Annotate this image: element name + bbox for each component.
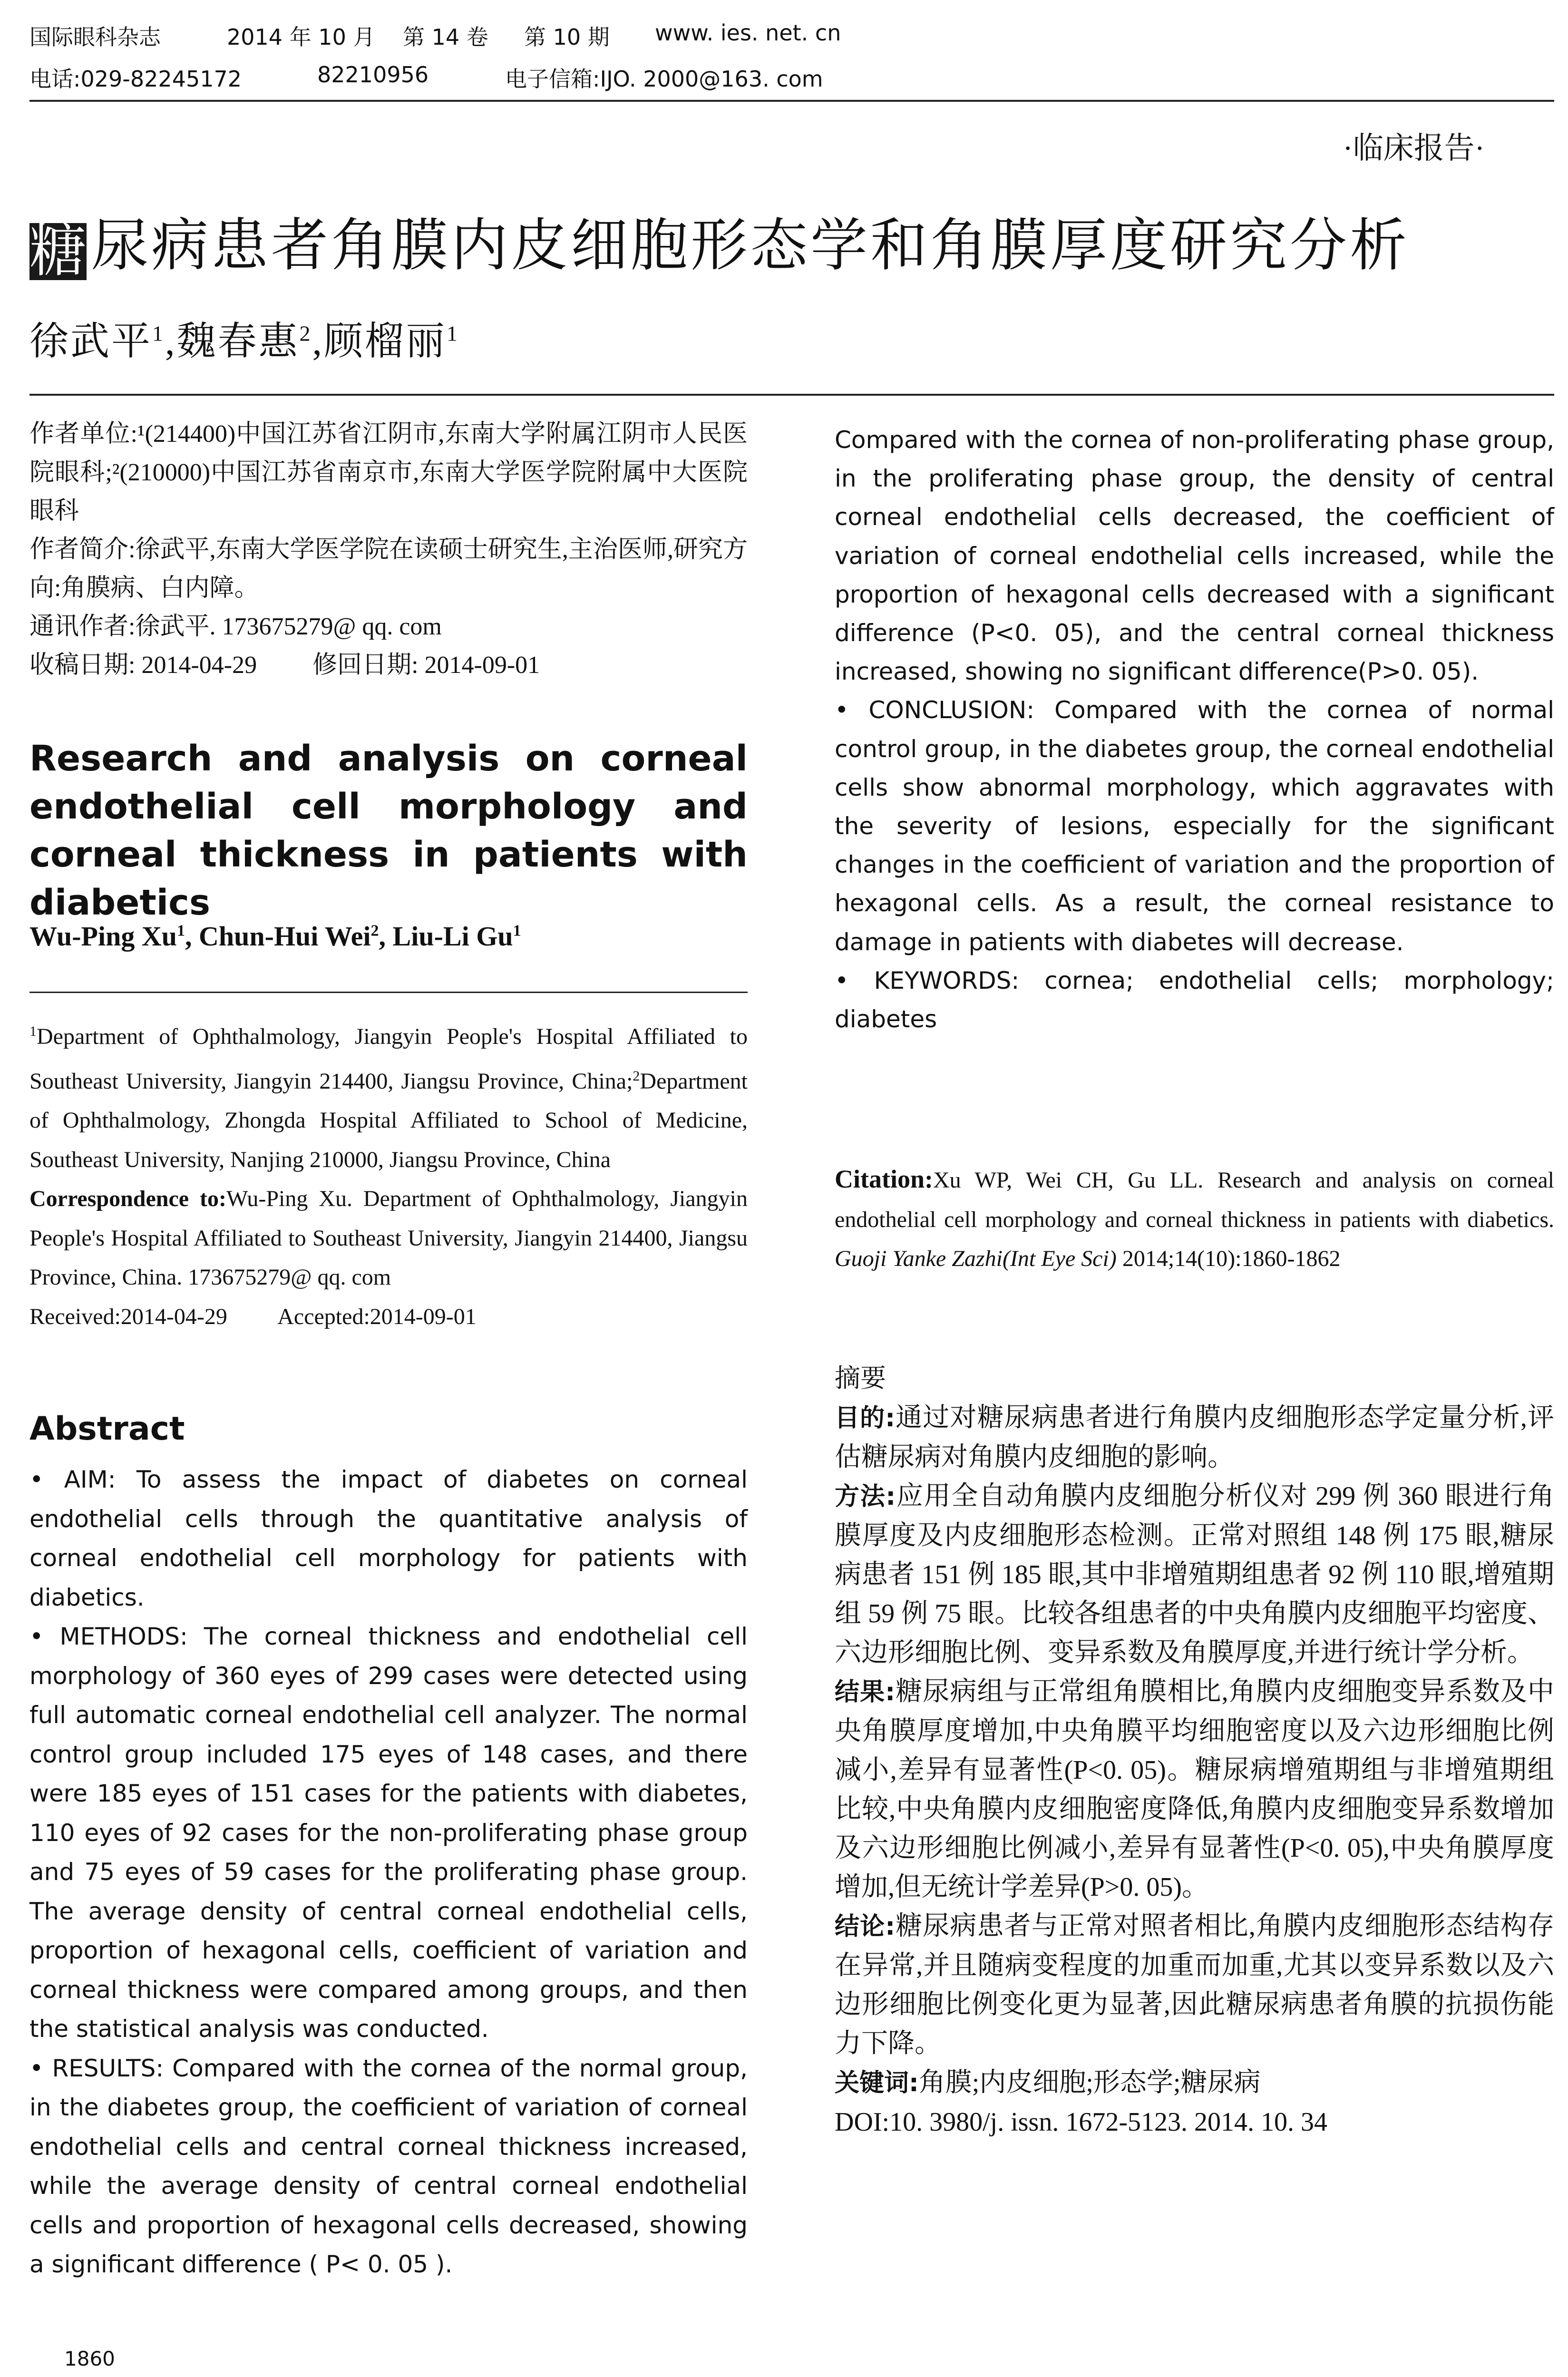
issue-number: 第 10 期 bbox=[524, 24, 610, 50]
abstract-heading: Abstract bbox=[29, 1410, 185, 1448]
author-cn-sup: 2 bbox=[299, 321, 312, 346]
author-cn: 徐武平 bbox=[29, 320, 153, 363]
author-en: Wu-Ping Xu bbox=[29, 921, 177, 952]
aff-en-part1: Department of Ophthalmology, Jiangyin People's Hospital Affiliated to Southeast University, Jiangyin 214400, Jiangsu Province, China; bbox=[29, 1024, 748, 1094]
abstract-body-right bbox=[835, 421, 1554, 1039]
article-title bbox=[29, 200, 1410, 282]
title-first-char: 糖 bbox=[29, 218, 89, 284]
english-authors bbox=[29, 920, 748, 952]
page-number: 1860 bbox=[64, 2347, 115, 2370]
aff-en-sup: 1 bbox=[29, 1023, 37, 1039]
affiliation-cn-bio: 作者简介:徐武平,东南大学医学院在读硕士研究生,主治医师,研究方向:角膜病、白内障。 bbox=[29, 536, 748, 602]
author-cn-sup: 1 bbox=[152, 321, 166, 346]
affiliation-cn bbox=[29, 415, 748, 684]
author-en: Chun-Hui Wei bbox=[198, 921, 371, 952]
author-en: Liu-Li Gu bbox=[392, 921, 513, 952]
author-cn-sep: , bbox=[312, 320, 324, 363]
author-cn-sep: , bbox=[165, 320, 177, 363]
correspondence-text: Wu-Ping Xu. Department of Ophthalmology, Jiangyin People's Hospital Affiliated to Southeast University, Jiangyin 214400, Jiangsu Province, China. 173675279@ qq. com bbox=[29, 1186, 748, 1290]
author-en-sep: , bbox=[379, 921, 393, 952]
zy-conclusion: 糖尿病患者与正常对照者相比,角膜内皮细胞形态结构存在异常,并且随病变程度的加重而加重,尤其以变异系数以及六边形细胞比例变化更为显著,因此糖尿病患者角膜的抗损伤能力下降。 bbox=[835, 1911, 1555, 2058]
zhaiyao-heading: 摘要 bbox=[835, 1363, 886, 1393]
zy-aim: 通过对糖尿病患者进行角膜内皮细胞形态学定量分析,评估糖尿病对角膜内皮细胞的影响。 bbox=[835, 1403, 1555, 1472]
volume: 第 14 卷 bbox=[403, 24, 488, 50]
correspondence-label: Correspondence to: bbox=[29, 1186, 226, 1211]
author-rule bbox=[29, 992, 748, 993]
column-label: ·临床报告· bbox=[1343, 131, 1485, 165]
title-rest: 尿病患者角膜内皮细胞形态学和角膜厚度研究分析 bbox=[91, 213, 1410, 279]
abstract-conclusion: • CONCLUSION: Compared with the cornea of normal control group, in the diabetes group, the corneal endothelial cells show abnormal morphology, which aggravates with the severity of lesions, especially for the significant changes in the coefficient of variation and the proportion of hexagonal cells. As a result, the corneal resistance to damage in patients with diabetes will decrease. bbox=[835, 696, 1554, 956]
citation-label: Citation: bbox=[835, 1165, 933, 1193]
zy-methods-label: 方法: bbox=[835, 1482, 896, 1511]
citation-tail: 2014;14(10):1860-1862 bbox=[1122, 1246, 1341, 1271]
zy-results-label: 结果: bbox=[835, 1678, 896, 1706]
zy-conclusion-label: 结论: bbox=[835, 1912, 896, 1941]
author-en-sup: 1 bbox=[176, 922, 185, 940]
author-en-sup: 1 bbox=[513, 922, 521, 940]
abstract-methods: • METHODS: The corneal thickness and endothelial cell morphology of 360 eyes of 299 cases were detected using full automatic corneal endothelial cell analyzer. The normal control group included 175 eyes of 148 cases, and there were 185 eyes of 151 cases for the patients with diabetes, 110 eyes of 92 cases for the non-proliferating phase group and 75 eyes of 59 cases for the proliferating phase group. The average density of central corneal endothelial cells, proportion of hexagonal cells, coefficient of variation and corneal thickness were compared among groups, and then the statistical analysis was conducted. bbox=[29, 1623, 748, 2043]
doi: DOI:10. 3980/j. issn. 1672-5123. 2014. 10. 34 bbox=[835, 2107, 1327, 2137]
zy-methods: 应用全自动角膜内皮细胞分析仪对 299 例 360 眼进行角膜厚度及内皮细胞形态检测。正常对照组 148 例 175 眼,糖尿病患者 151 例 185 眼,其中非增殖期组患者 92 例 110 眼,增殖期组 59 例 75 眼。比较各组患者的中央角膜内皮细胞平均密度、六边形细胞比例、变异系数及角膜厚度,并进行统计学分析。 bbox=[835, 1481, 1555, 1667]
citation bbox=[835, 1159, 1554, 1279]
author-cn-sup: 1 bbox=[447, 321, 460, 346]
citation-journal: Guoji Yanke Zazhi(Int Eye Sci) bbox=[835, 1246, 1117, 1271]
website: www. ies. net. cn bbox=[655, 20, 841, 46]
abstract-aim: • AIM: To assess the impact of diabetes on corneal endothelial cells through the quantitative analysis of corneal endothelial cell morphology for patients with diabetics. bbox=[29, 1466, 748, 1611]
zy-keywords: 角膜;内皮细胞;形态学;糖尿病 bbox=[918, 2068, 1261, 2097]
header-rule bbox=[29, 100, 1554, 102]
journal-name: 国际眼科杂志 bbox=[29, 24, 161, 50]
aff-en-sup: 2 bbox=[633, 1068, 640, 1084]
english-title: Research and analysis on corneal endothelial cell morphology and corneal thickness in patients with diabetics bbox=[29, 738, 748, 923]
affiliation-cn-units: 作者单位:¹(214400)中国江苏省江阴市,东南大学附属江阴市人民医院眼科;²(210000)中国江苏省南京市,东南大学医学院附属中大医院眼科 bbox=[29, 420, 748, 525]
abstract-keywords: • KEYWORDS: cornea; endothelial cells; morphology; diabetes bbox=[835, 966, 1554, 1033]
abstract-body-left bbox=[29, 1460, 748, 2284]
abstract-results-a: • RESULTS: Compared with the cornea of the normal group, in the diabetes group, the coefficient of variation of corneal endothelial cells and central corneal thickness increased, while the average density of central corneal endothelial cells and proportion of hexagonal cells decreased, showing a significant difference ( P< 0. 05 ). bbox=[29, 2054, 748, 2278]
aff-en-part2: Department of Ophthalmology, Zhongda Hospital Affiliated to School of Medicine, Southeast University, Nanjing 210000, Jiangsu Province, China bbox=[29, 1068, 748, 1172]
issue-date: 2014 年 10 月 bbox=[227, 24, 375, 50]
affiliation-cn-correspondence: 通讯作者:徐武平. 173675279@ qq. com bbox=[29, 613, 442, 640]
zy-aim-label: 目的: bbox=[835, 1404, 896, 1432]
author-en-sep: , bbox=[185, 921, 199, 952]
abstract-results-b: Compared with the cornea of non-proliferating phase group, in the proliferating phase group, the density of central corneal endothelial cells decreased, the coefficient of variation of corneal endothelial cells increased, while the proportion of hexagonal cells decreased with a significant difference (P<0. 05), and the central corneal thickness increased, showing no significant difference(P>0. 05). bbox=[835, 426, 1554, 686]
affiliation-en bbox=[29, 1012, 748, 1336]
authors-cn bbox=[29, 310, 459, 366]
title-rule bbox=[29, 394, 1554, 396]
email: 电子信箱:IJO. 2000@163. com bbox=[505, 66, 823, 92]
author-cn: 顾榴丽 bbox=[324, 320, 447, 363]
affiliation-cn-dates: 收稿日期: 2014-04-29 修回日期: 2014-09-01 bbox=[29, 652, 540, 679]
zy-keywords-label: 关键词: bbox=[835, 2069, 919, 2097]
fax: 82210956 bbox=[317, 62, 429, 88]
phone: 电话:029-82245172 bbox=[29, 66, 242, 92]
zy-results: 糖尿病组与正常组角膜相比,角膜内皮细胞变异系数及中央角膜厚度增加,中央角膜平均细胞密度以及六边形细胞比例减小,差异有显著性(P<0. 05)。糖尿病增殖期组与非增殖期组比较,中央角膜内皮细胞密度降低,角膜内皮细胞变异系数增加及六边形细胞比例减小,差异有显著性(P<0. 05),中央角膜厚度增加,但无统计学差异(P>0. 05)。 bbox=[835, 1677, 1555, 1902]
author-cn: 魏春惠 bbox=[176, 320, 300, 363]
author-en-sup: 2 bbox=[370, 922, 379, 940]
zhaiyao-body bbox=[835, 1398, 1554, 2142]
received-accepted: Received:2014-04-29 Accepted:2014-09-01 bbox=[29, 1304, 477, 1329]
citation-text: Xu WP, Wei CH, Gu LL. Research and analysis on corneal endothelial cell morphology and corneal thickness in patients with diabetics. bbox=[835, 1168, 1554, 1232]
